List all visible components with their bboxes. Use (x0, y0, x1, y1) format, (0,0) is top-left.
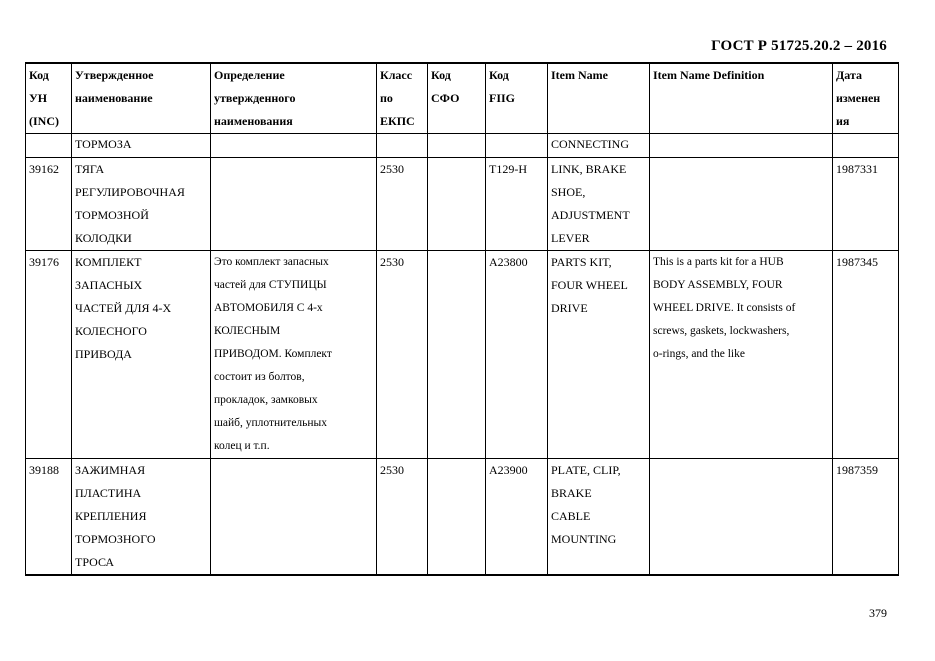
cell-line: MOUNTING (551, 532, 617, 546)
item-name-registry-table (25, 62, 899, 576)
cell-class: 2530 (377, 251, 428, 459)
cell-line: Это комплект запасных (214, 256, 329, 268)
cell-sfo (428, 158, 486, 251)
cell-line: по (380, 91, 393, 105)
cell-line: FOUR WHEEL (551, 278, 628, 292)
table-row (26, 158, 899, 251)
cell-line: КРЕПЛЕНИЯ (75, 509, 147, 523)
cell-line: состоит из болтов, (214, 371, 305, 383)
cell-line: АВТОМОБИЛЯ С 4-х (214, 302, 323, 314)
cell-line: Утвержденное (75, 68, 154, 82)
cell-line: Item Name Definition (653, 68, 765, 82)
page-number: 379 (869, 606, 887, 620)
cell-definition (211, 459, 377, 576)
cell-definition (211, 251, 377, 459)
cell-line: ТРОСА (75, 555, 115, 569)
cell-line: ПРИВОДА (75, 347, 132, 361)
cell-class: 2530 (377, 459, 428, 576)
cell-line: наименования (214, 114, 293, 128)
cell-line: КОЛОДКИ (75, 231, 132, 245)
cell-item-definition (650, 459, 833, 576)
table-row (26, 251, 899, 459)
cell-line: Дата (836, 68, 862, 82)
cell-sfo (428, 251, 486, 459)
cell-item-definition (650, 158, 833, 251)
column-header-item-definition (650, 63, 833, 134)
cell-line: КОМПЛЕКТ (75, 255, 142, 269)
cell-line: СФО (431, 91, 460, 105)
cell-line: ЧАСТЕЙ ДЛЯ 4-Х (75, 301, 172, 315)
cell-line: ПЛАСТИНА (75, 486, 142, 500)
cell-line: колец и т.п. (214, 440, 270, 452)
cell-line: SHOE, (551, 185, 586, 199)
column-header-definition (211, 63, 377, 134)
cell-line: o-rings, and the like (653, 348, 745, 360)
cell-fiig: T129-H (486, 158, 548, 251)
cell-line: screws, gaskets, lockwashers, (653, 325, 790, 337)
cell-line: прокладок, замковых (214, 394, 318, 406)
cell-line: КОЛЕСНЫМ (214, 325, 281, 337)
cell-line: (INC) (29, 114, 59, 128)
table-row (26, 459, 899, 576)
column-header-class (377, 63, 428, 134)
cell-inc: 39176 (26, 251, 72, 459)
cell-item-name (548, 158, 650, 251)
cell-name (72, 459, 211, 576)
column-header-fiig (486, 63, 548, 134)
cell-line: ия (836, 114, 850, 128)
cell-line: ЕКПС (380, 114, 415, 128)
cell-line: Код (431, 68, 451, 82)
cell-date: 1987331 (833, 158, 899, 251)
cell-item-name: CONNECTING (548, 134, 650, 158)
cell-inc (26, 134, 72, 158)
cell-line: Класс (380, 68, 413, 82)
cell-line: УН (29, 91, 48, 105)
cell-sfo (428, 459, 486, 576)
cell-line: LEVER (551, 231, 590, 245)
cell-item-name (548, 251, 650, 459)
cell-line: Код (29, 68, 49, 82)
cell-line: утвержденного (214, 91, 296, 105)
cell-item-definition (650, 134, 833, 158)
column-header-approved-name (72, 63, 211, 134)
column-header-sfo (428, 63, 486, 134)
column-header-inc (26, 63, 72, 134)
cell-definition (211, 158, 377, 251)
cell-line: This is a parts kit for a HUB (653, 256, 784, 268)
cell-line: частей для СТУПИЦЫ (214, 279, 327, 291)
cell-line: РЕГУЛИРОВОЧНАЯ (75, 185, 185, 199)
cell-sfo (428, 134, 486, 158)
cell-line: шайб, уплотнительных (214, 417, 328, 429)
cell-name (72, 158, 211, 251)
cell-inc: 39188 (26, 459, 72, 576)
cell-line: ЗАЖИМНАЯ (75, 463, 146, 477)
cell-line: BODY ASSEMBLY, FOUR (653, 279, 783, 291)
table-header-row (26, 63, 899, 134)
cell-line: WHEEL DRIVE. It consists of (653, 302, 796, 314)
cell-line: ТЯГА (75, 162, 105, 176)
cell-line: изменен (836, 91, 881, 105)
cell-line: КОЛЕСНОГО (75, 324, 147, 338)
cell-date (833, 134, 899, 158)
cell-class (377, 134, 428, 158)
cell-inc: 39162 (26, 158, 72, 251)
cell-line: ТОРМОЗНОЙ (75, 208, 149, 222)
cell-item-name (548, 459, 650, 576)
table-row-continuation (26, 134, 899, 158)
cell-line: PARTS KIT, (551, 255, 612, 269)
cell-name: ТОРМОЗА (72, 134, 211, 158)
cell-fiig: A23800 (486, 251, 548, 459)
cell-line: PLATE, CLIP, (551, 463, 621, 477)
cell-line: ЗАПАСНЫХ (75, 278, 143, 292)
cell-line: FIIG (489, 91, 516, 105)
cell-definition (211, 134, 377, 158)
cell-line: Код (489, 68, 509, 82)
cell-line: BRAKE (551, 486, 592, 500)
cell-date: 1987345 (833, 251, 899, 459)
cell-line: ПРИВОДОМ. Комплект (214, 348, 332, 360)
cell-item-definition (650, 251, 833, 459)
column-header-item-name (548, 63, 650, 134)
cell-fiig: A23900 (486, 459, 548, 576)
cell-line: Определение (214, 68, 285, 82)
cell-class: 2530 (377, 158, 428, 251)
cell-line: наименование (75, 91, 153, 105)
cell-name (72, 251, 211, 459)
cell-line: LINK, BRAKE (551, 162, 627, 176)
document-title: ГОСТ Р 51725.20.2 – 2016 (711, 38, 887, 54)
cell-line: ТОРМОЗНОГО (75, 532, 156, 546)
cell-line: Item Name (551, 68, 608, 82)
cell-line: DRIVE (551, 301, 588, 315)
cell-date: 1987359 (833, 459, 899, 576)
column-header-date (833, 63, 899, 134)
cell-line: CABLE (551, 509, 591, 523)
cell-line: ADJUSTMENT (551, 208, 630, 222)
cell-fiig (486, 134, 548, 158)
